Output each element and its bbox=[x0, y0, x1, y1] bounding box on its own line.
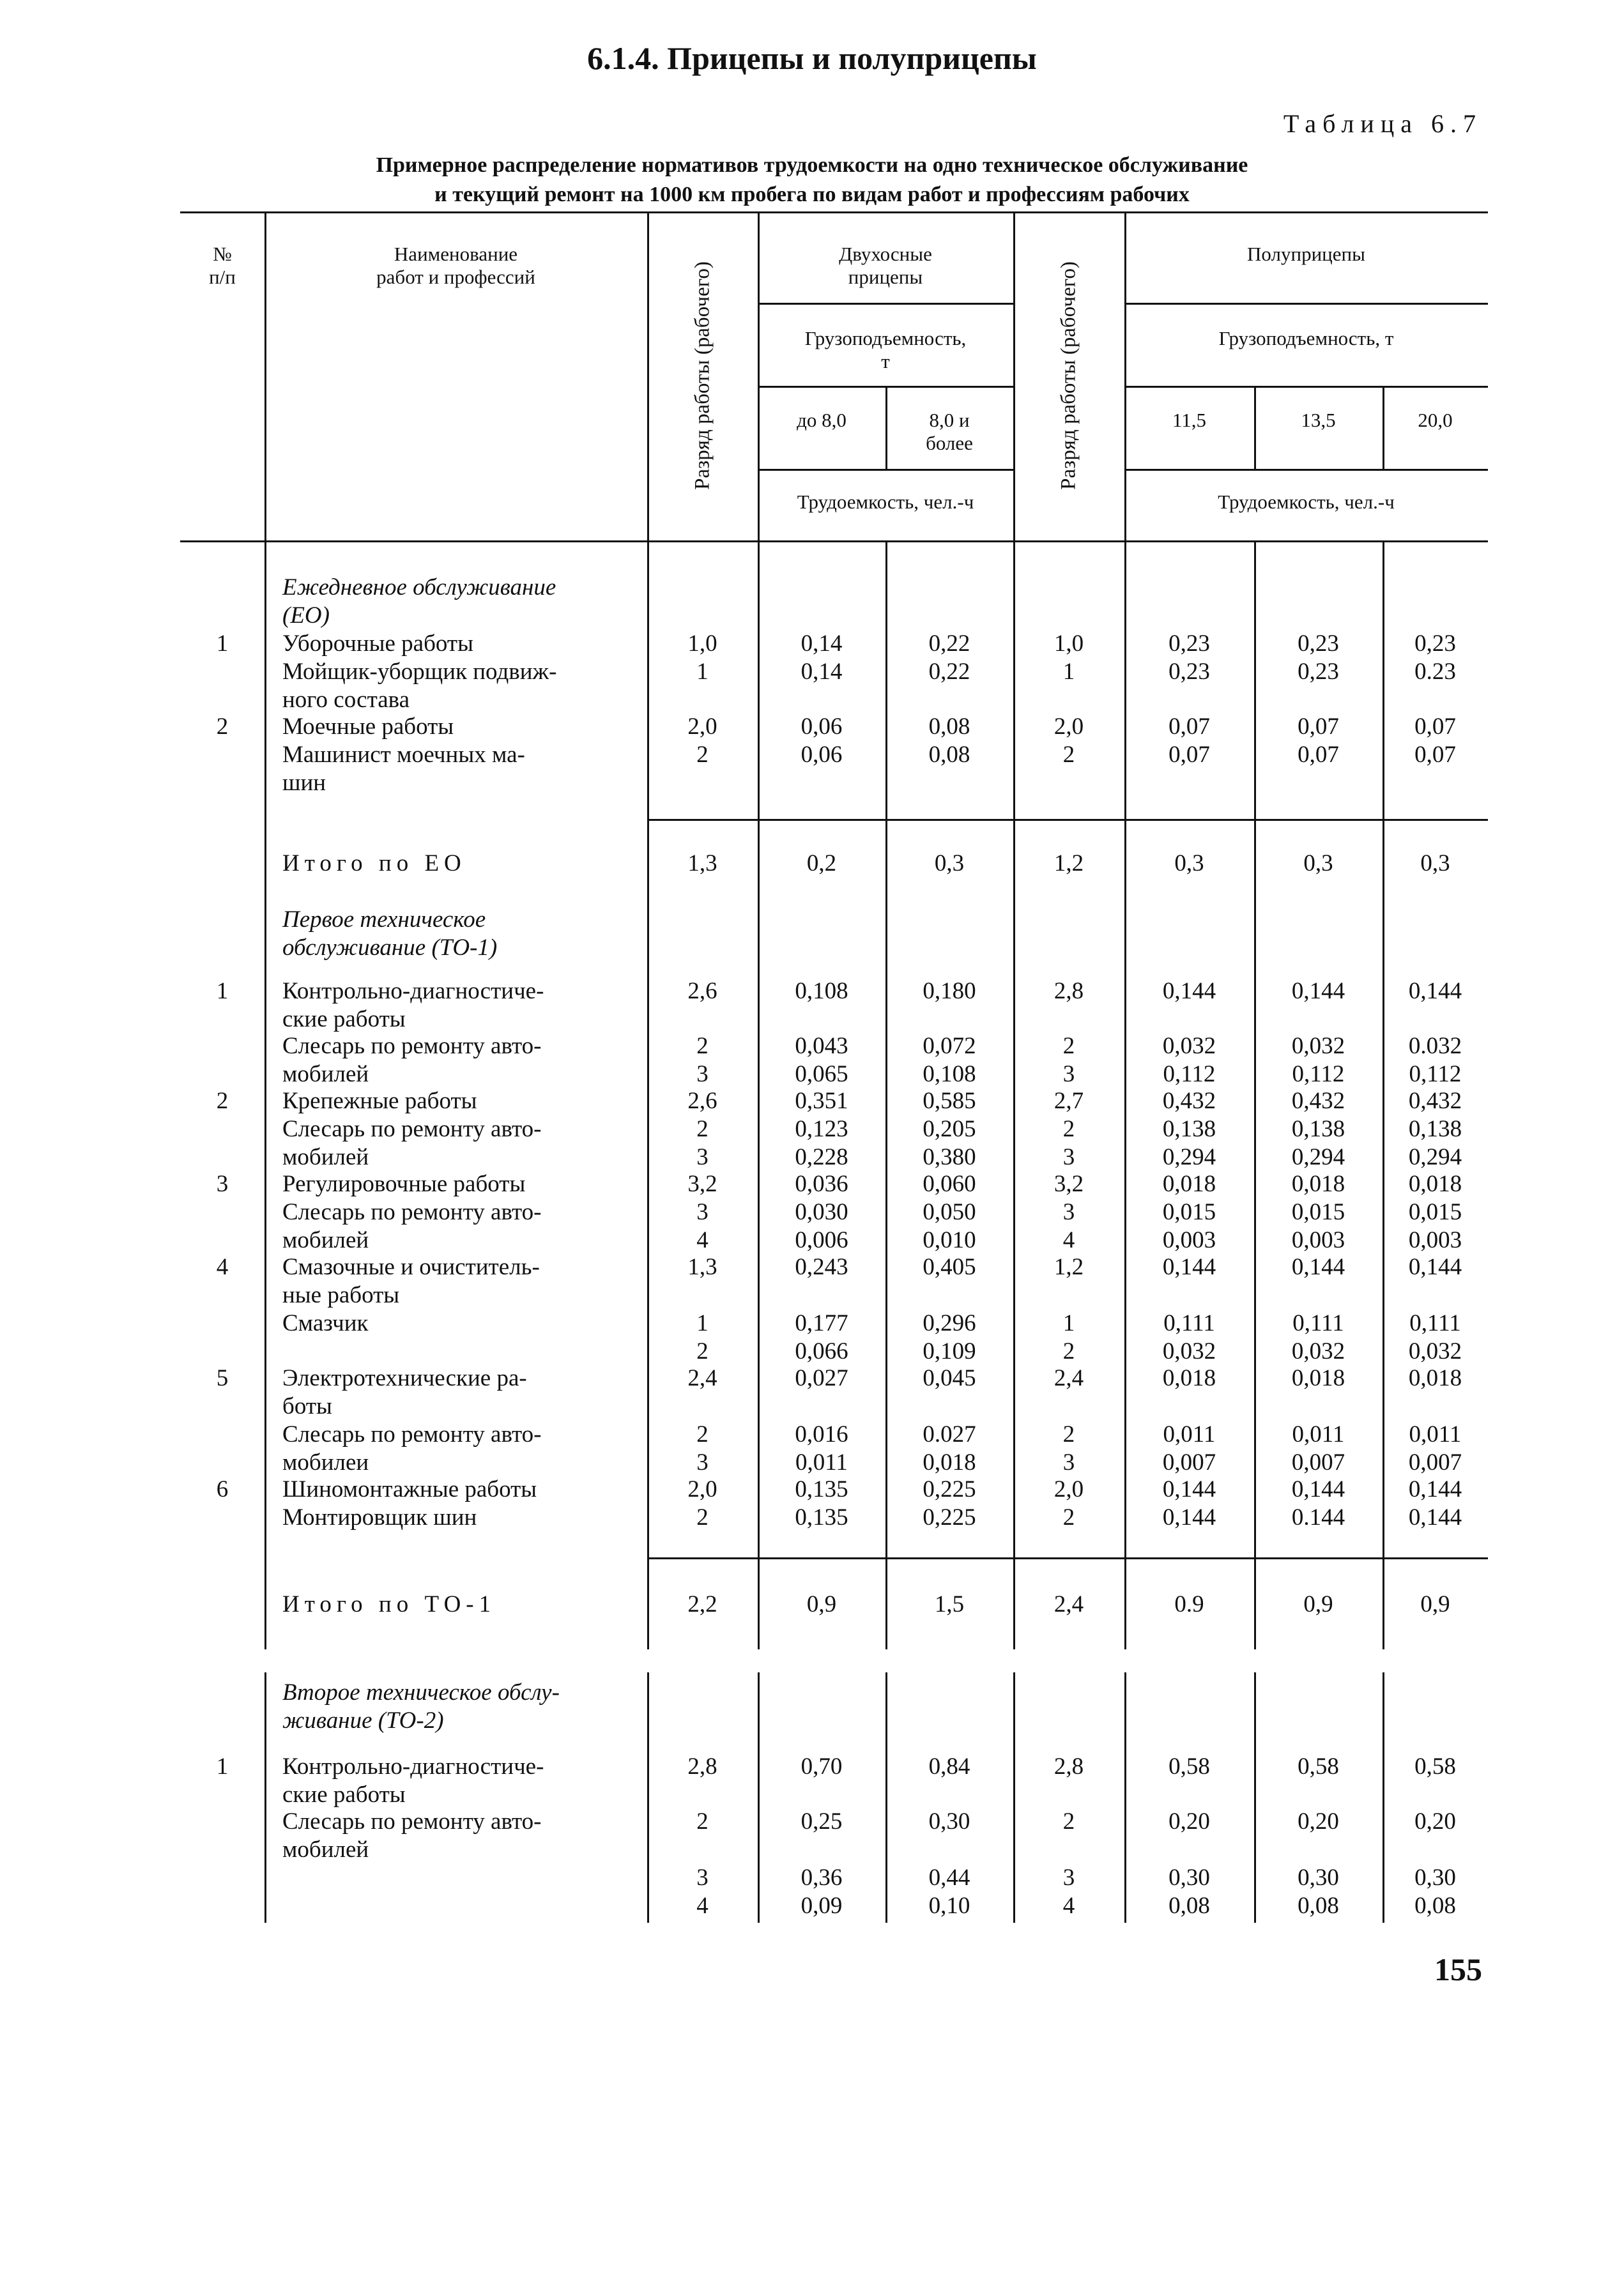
value-cell: 2,0 bbox=[687, 1476, 717, 1502]
total-label: Итого по ТО-1 bbox=[282, 1591, 496, 1617]
header-cap-13-5: 13,5 bbox=[1301, 409, 1336, 431]
value-cell: 0,9 bbox=[1303, 1591, 1333, 1617]
value-cell: 0.144 bbox=[1291, 1504, 1345, 1531]
value-cell: 0,144 bbox=[1408, 1504, 1462, 1531]
value-cell: 0,08 bbox=[928, 714, 970, 740]
caption-line-2: и текущий ремонт на 1000 км пробега по видам работ и профессиям рабочих bbox=[434, 183, 1190, 206]
value-cell: 0,144 bbox=[1291, 1254, 1345, 1280]
value-cell: 0,23 bbox=[1168, 630, 1210, 657]
value-cell: 0,015 0,003 bbox=[1408, 1199, 1462, 1253]
rule-line bbox=[647, 819, 1488, 821]
value-cell: 0,58 bbox=[1414, 1753, 1456, 1780]
value-cell: 0,060 bbox=[923, 1171, 976, 1197]
section-title: 6.1.4. Прицепы и полуприцепы bbox=[587, 40, 1037, 76]
value-cell: 0,9 bbox=[806, 1591, 837, 1617]
value-cell: 0,050 0,010 bbox=[923, 1199, 976, 1253]
column-rule bbox=[264, 540, 266, 819]
section-heading: Второе техническое обслу- живание (ТО-2) bbox=[282, 1679, 560, 1734]
value-cell: 1,5 bbox=[934, 1591, 965, 1617]
value-cell: 2,8 bbox=[1053, 978, 1084, 1004]
value-cell: 2,6 bbox=[687, 978, 717, 1004]
work-name: Контрольно-диагностиче- ские работы bbox=[282, 978, 544, 1032]
section-heading: Первое техническое обслуживание (ТО-1) bbox=[282, 906, 498, 961]
value-cell: 1,0 bbox=[687, 630, 717, 657]
value-cell: 0,011 0,007 bbox=[1162, 1421, 1216, 1476]
value-cell: 1 bbox=[696, 659, 709, 685]
value-cell: 0,144 bbox=[1162, 978, 1216, 1004]
value-cell: 0,016 0,011 bbox=[795, 1421, 848, 1476]
value-cell: 0,015 0,003 bbox=[1162, 1199, 1216, 1253]
value-cell: 0,144 bbox=[1291, 978, 1345, 1004]
work-name: Крепежные работы bbox=[282, 1088, 477, 1114]
value-cell: 3 4 bbox=[1062, 1199, 1075, 1253]
header-name: Наименование работ и профессий bbox=[376, 243, 535, 288]
value-cell: 2,7 bbox=[1053, 1088, 1084, 1114]
value-cell: 2 bbox=[696, 1808, 709, 1835]
value-cell: 0,144 bbox=[1408, 978, 1462, 1004]
value-cell: 0,30 0,08 bbox=[1298, 1865, 1339, 1919]
value-cell: 2,0 bbox=[1053, 1476, 1084, 1502]
value-cell: 0,225 bbox=[923, 1476, 976, 1502]
header-capacity-semi: Грузоподъемность, т bbox=[1218, 327, 1394, 349]
value-cell: 2 bbox=[1062, 1504, 1075, 1531]
value-cell: 0,138 0,294 bbox=[1162, 1116, 1216, 1170]
value-cell: 0,135 bbox=[795, 1476, 848, 1502]
value-cell: 0,432 bbox=[1408, 1088, 1462, 1114]
value-cell: 2 3 bbox=[696, 1421, 709, 1476]
value-cell: 0,07 bbox=[1414, 742, 1456, 768]
value-cell: 0,030 0,006 bbox=[795, 1199, 848, 1253]
value-cell: 0,432 bbox=[1291, 1088, 1345, 1114]
header-two-axle: Двухосные прицепы bbox=[839, 243, 932, 288]
value-cell: 0.032 0,112 bbox=[1408, 1033, 1462, 1087]
value-cell: 0,08 bbox=[928, 742, 970, 768]
value-cell: 2,0 bbox=[1053, 714, 1084, 740]
header-semi: Полуприцепы bbox=[1247, 243, 1365, 265]
value-cell: 0,108 bbox=[795, 978, 848, 1004]
column-rule bbox=[1013, 211, 1015, 540]
value-cell: 0,23 bbox=[1298, 630, 1339, 657]
header-cap-11-5: 11,5 bbox=[1172, 409, 1207, 431]
row-number: 3 bbox=[216, 1171, 229, 1197]
caption-line-1: Примерное распределение нормативов трудоемкости на одно техническое обслуживание bbox=[376, 153, 1248, 177]
value-cell: 2,8 bbox=[687, 1753, 717, 1780]
work-name: Слесарь по ремонту авто- мобилей bbox=[282, 1116, 542, 1170]
value-cell: 0,011 0,007 bbox=[1408, 1421, 1462, 1476]
value-cell: 0,138 0,294 bbox=[1408, 1116, 1462, 1170]
value-cell: 1,3 bbox=[687, 850, 717, 876]
value-cell: 2,8 bbox=[1053, 1753, 1084, 1780]
row-number: 2 bbox=[216, 714, 229, 740]
work-name: Смазчик bbox=[282, 1310, 369, 1336]
value-cell: 0.23 bbox=[1414, 659, 1456, 685]
value-cell: 0,23 bbox=[1414, 630, 1456, 657]
value-cell: 0,22 bbox=[928, 630, 970, 657]
value-cell: 2,0 bbox=[687, 714, 717, 740]
total-label: Итого по ЕО bbox=[282, 850, 466, 876]
value-cell: 1,3 bbox=[687, 1254, 717, 1280]
value-cell: 0,036 bbox=[795, 1171, 848, 1197]
value-cell: 0,144 bbox=[1162, 1504, 1216, 1531]
work-name: Слесарь по ремонту авто- мобилей bbox=[282, 1808, 542, 1863]
work-name: Мойщик-уборщик подвиж- ного состава bbox=[282, 659, 557, 713]
value-cell: 0,111 0,032 bbox=[1408, 1310, 1462, 1364]
rule-line bbox=[647, 1557, 1488, 1559]
value-cell: 2 3 bbox=[1062, 1421, 1075, 1476]
value-cell: 0,07 bbox=[1168, 714, 1210, 740]
value-cell: 0,23 bbox=[1168, 659, 1210, 685]
header-capacity-two-axle: Грузоподъемность, т bbox=[804, 327, 967, 372]
value-cell: 0,30 0,08 bbox=[1414, 1865, 1456, 1919]
header-labor-semi: Трудоемкость, чел.-ч bbox=[1218, 491, 1395, 513]
value-cell: 0,06 bbox=[801, 714, 843, 740]
value-cell: 2 bbox=[696, 1504, 709, 1531]
value-cell: 0,144 bbox=[1291, 1476, 1345, 1502]
value-cell: 2 3 bbox=[1062, 1116, 1075, 1170]
value-cell: 0,018 bbox=[1162, 1171, 1216, 1197]
value-cell: 0,111 0,032 bbox=[1162, 1310, 1216, 1364]
header-over-8: 8,0 и более bbox=[926, 409, 973, 454]
value-cell: 3,2 bbox=[687, 1171, 717, 1197]
value-cell: 2,4 bbox=[1053, 1365, 1084, 1391]
value-cell: 0,585 bbox=[923, 1088, 976, 1114]
rule-line bbox=[180, 540, 1488, 542]
value-cell: 0,027 bbox=[795, 1365, 848, 1391]
work-name: Моечные работы bbox=[282, 714, 454, 740]
column-rule bbox=[264, 1672, 266, 1923]
value-cell: 0,015 0,003 bbox=[1291, 1199, 1345, 1253]
work-name: Уборочные работы bbox=[282, 630, 473, 657]
page-number: 155 bbox=[1434, 1952, 1482, 1987]
value-cell: 0,138 0,294 bbox=[1291, 1116, 1345, 1170]
value-cell: 0.027 0,018 bbox=[923, 1421, 976, 1476]
value-cell: 3,2 bbox=[1053, 1171, 1084, 1197]
value-cell: 0,9 bbox=[1420, 1591, 1450, 1617]
value-cell: 0,144 bbox=[1408, 1254, 1462, 1280]
value-cell: 0,14 bbox=[801, 630, 843, 657]
value-cell: 0,351 bbox=[795, 1088, 848, 1114]
value-cell: 0,032 0,112 bbox=[1162, 1033, 1216, 1087]
value-cell: 0,20 bbox=[1414, 1808, 1456, 1835]
work-name: Регулировочные работы bbox=[282, 1171, 526, 1197]
value-cell: 0,144 bbox=[1408, 1476, 1462, 1502]
work-name: Электротехнические ра- боты bbox=[282, 1365, 527, 1419]
value-cell: 0,405 bbox=[923, 1254, 976, 1280]
header-number: № п/п bbox=[209, 243, 236, 288]
value-cell: 2 bbox=[696, 742, 709, 768]
value-cell: 0,30 bbox=[928, 1808, 970, 1835]
value-cell: 0,144 bbox=[1162, 1254, 1216, 1280]
value-cell: 0,3 bbox=[1174, 850, 1204, 876]
value-cell: 2 bbox=[1062, 1808, 1075, 1835]
work-name: Слесарь по ремонту авто- мобилей bbox=[282, 1199, 542, 1253]
rule-line bbox=[758, 303, 1013, 305]
rule-line bbox=[758, 469, 1013, 471]
value-cell: 0,177 0,066 bbox=[795, 1310, 848, 1364]
rule-line bbox=[1124, 469, 1488, 471]
rule-line bbox=[180, 211, 1488, 213]
value-cell: 0,205 0,380 bbox=[923, 1116, 976, 1170]
value-cell: 0,06 bbox=[801, 742, 843, 768]
value-cell: 0.9 bbox=[1174, 1591, 1204, 1617]
header-cap-20: 20,0 bbox=[1418, 409, 1453, 431]
value-cell: 0,36 0,09 bbox=[801, 1865, 843, 1919]
value-cell: 0,84 bbox=[928, 1753, 970, 1780]
value-cell: 2 3 bbox=[696, 1033, 709, 1087]
value-cell: 0,44 0,10 bbox=[928, 1865, 970, 1919]
value-cell: 1 bbox=[1062, 659, 1075, 685]
column-rule bbox=[264, 1557, 266, 1649]
value-cell: 0,043 0,065 bbox=[795, 1033, 848, 1087]
header-upto-8: до 8,0 bbox=[797, 409, 846, 431]
section-heading: Ежедневное обслуживание (ЕО) bbox=[282, 574, 556, 629]
value-cell: 0,123 0,228 bbox=[795, 1116, 848, 1170]
header-rank-2: Разряд работы (рабочего) bbox=[1057, 261, 1080, 490]
value-cell: 0,072 0,108 bbox=[923, 1033, 976, 1087]
work-name: Слесарь по ремонту авто- мобилей bbox=[282, 1033, 542, 1087]
value-cell: 0,018 bbox=[1291, 1365, 1345, 1391]
rule-line bbox=[1124, 303, 1488, 305]
value-cell: 0,045 bbox=[923, 1365, 976, 1391]
value-cell: 0,011 0,007 bbox=[1291, 1421, 1345, 1476]
rule-line bbox=[1124, 386, 1488, 388]
work-name: Слесарь по ремонту авто- мобилеи bbox=[282, 1421, 542, 1476]
value-cell: 0,225 bbox=[923, 1504, 976, 1531]
value-cell: 1 2 bbox=[696, 1310, 709, 1364]
row-number: 5 bbox=[216, 1365, 229, 1391]
value-cell: 1 2 bbox=[1062, 1310, 1075, 1364]
value-cell: 0,14 bbox=[801, 659, 843, 685]
value-cell: 0,135 bbox=[795, 1504, 848, 1531]
value-cell: 0,58 bbox=[1168, 1753, 1210, 1780]
table-label: Таблица 6.7 bbox=[1283, 109, 1482, 138]
value-cell: 3 4 bbox=[696, 1865, 709, 1919]
row-number: 1 bbox=[216, 1753, 229, 1780]
value-cell: 0,07 bbox=[1168, 742, 1210, 768]
work-name: Смазочные и очиститель- ные работы bbox=[282, 1254, 540, 1308]
row-number: 1 bbox=[216, 630, 229, 657]
value-cell: 0,3 bbox=[1420, 850, 1450, 876]
value-cell: 0,3 bbox=[1303, 850, 1333, 876]
value-cell: 1,2 bbox=[1053, 1254, 1084, 1280]
column-rule bbox=[264, 819, 266, 1557]
work-name: Монтировщик шин bbox=[282, 1504, 477, 1531]
value-cell: 0,07 bbox=[1414, 714, 1456, 740]
value-cell: 0,432 bbox=[1162, 1088, 1216, 1114]
value-cell: 0,018 bbox=[1162, 1365, 1216, 1391]
value-cell: 0,3 bbox=[934, 850, 965, 876]
value-cell: 0,20 bbox=[1168, 1808, 1210, 1835]
header-rank-1: Разряд работы (рабочего) bbox=[691, 261, 714, 490]
value-cell: 0,07 bbox=[1298, 742, 1339, 768]
value-cell: 2 3 bbox=[696, 1116, 709, 1170]
value-cell: 1,2 bbox=[1053, 850, 1084, 876]
row-number: 1 bbox=[216, 978, 229, 1004]
value-cell: 3 4 bbox=[1062, 1865, 1075, 1919]
value-cell: 0,30 0,08 bbox=[1168, 1865, 1210, 1919]
value-cell: 0,018 bbox=[1291, 1171, 1345, 1197]
value-cell: 0,25 bbox=[801, 1808, 843, 1835]
column-rule bbox=[647, 211, 649, 540]
value-cell: 3 4 bbox=[696, 1199, 709, 1253]
table-caption bbox=[0, 151, 1624, 210]
value-cell: 2,6 bbox=[687, 1088, 717, 1114]
value-cell: 0,23 bbox=[1298, 659, 1339, 685]
value-cell: 2 3 bbox=[1062, 1033, 1075, 1087]
value-cell: 0,07 bbox=[1298, 714, 1339, 740]
value-cell: 2,2 bbox=[687, 1591, 717, 1617]
value-cell: 0,144 bbox=[1162, 1476, 1216, 1502]
value-cell: 2 bbox=[1062, 742, 1075, 768]
value-cell: 0,018 bbox=[1408, 1171, 1462, 1197]
row-number: 6 bbox=[216, 1476, 229, 1502]
work-name: Контрольно-диагностиче- ские работы bbox=[282, 1753, 544, 1808]
value-cell: 0,2 bbox=[806, 850, 837, 876]
value-cell: 2,4 bbox=[1053, 1591, 1084, 1617]
value-cell: 0,111 0,032 bbox=[1291, 1310, 1345, 1364]
value-cell: 0,018 bbox=[1408, 1365, 1462, 1391]
value-cell: 0,243 bbox=[795, 1254, 848, 1280]
value-cell: 0,58 bbox=[1298, 1753, 1339, 1780]
work-name: Машинист моечных ма- шин bbox=[282, 742, 525, 796]
row-number: 2 bbox=[216, 1088, 229, 1114]
value-cell: 0,70 bbox=[801, 1753, 843, 1780]
work-name: Шиномонтажные работы bbox=[282, 1476, 537, 1502]
value-cell: 1,0 bbox=[1053, 630, 1084, 657]
value-cell: 0,20 bbox=[1298, 1808, 1339, 1835]
value-cell: 0,22 bbox=[928, 659, 970, 685]
header-labor-two-axle: Трудоемкость, чел.-ч bbox=[797, 491, 974, 513]
value-cell: 0,180 bbox=[923, 978, 976, 1004]
value-cell: 0,032 0,112 bbox=[1291, 1033, 1345, 1087]
row-number: 4 bbox=[216, 1254, 229, 1280]
value-cell: 2,4 bbox=[687, 1365, 717, 1391]
value-cell: 0,296 0,109 bbox=[923, 1310, 976, 1364]
